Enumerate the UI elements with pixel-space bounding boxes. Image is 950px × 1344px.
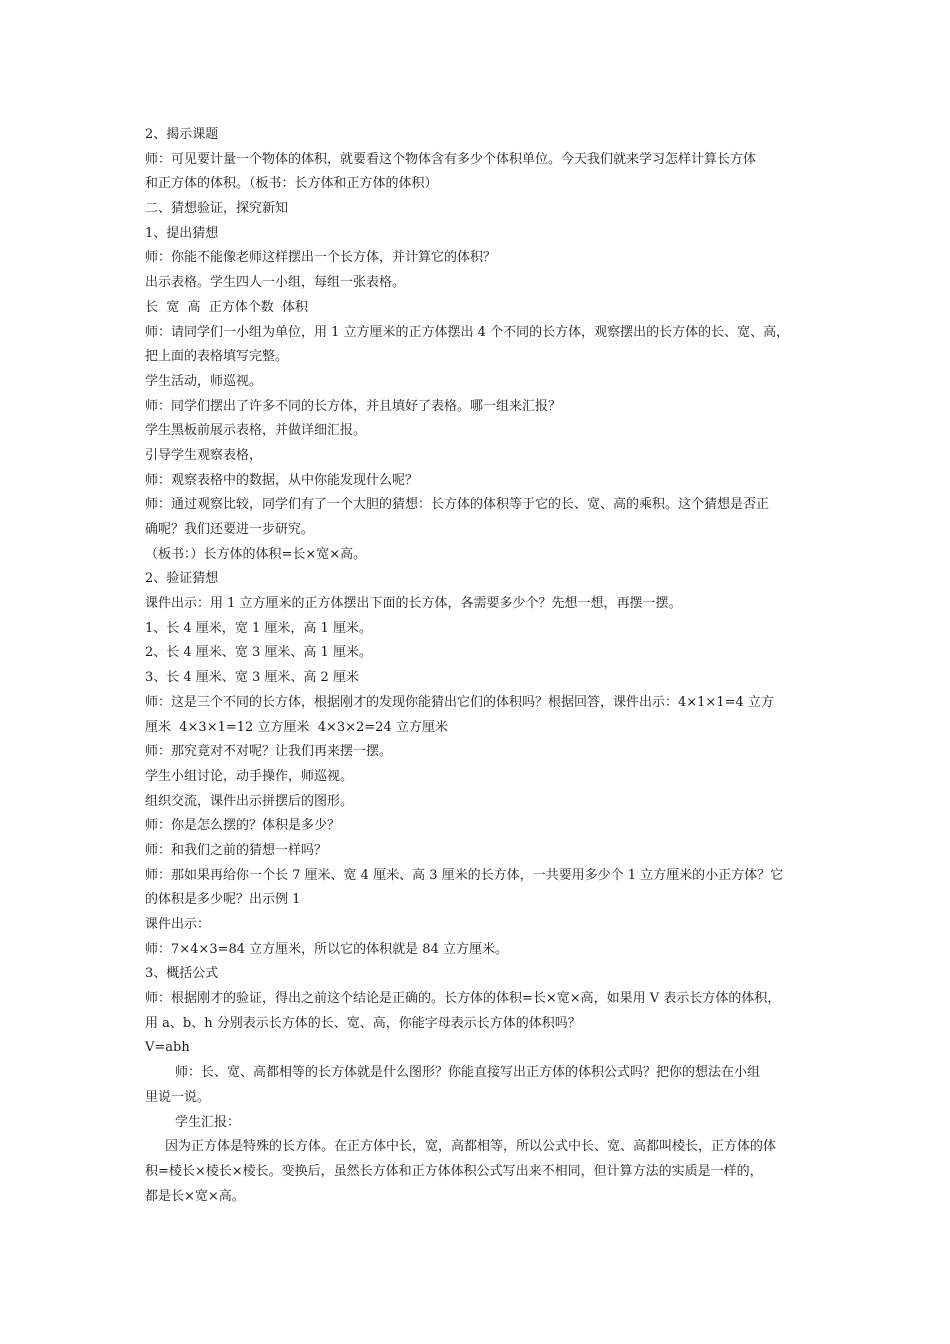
paragraph-line: 师：那究竟对不对呢？让我们再来摆一摆。: [145, 744, 393, 760]
paragraph-line: 确呢？我们还要进一步研究。: [145, 522, 315, 537]
paragraph-line: 师：你是怎么摆的？体积是多少？: [145, 818, 341, 834]
paragraph-line: 师：和我们之前的猜想一样吗？: [145, 842, 328, 858]
list-item: 3、长 4 厘米、宽 3 厘米、高 2 厘米: [145, 670, 359, 686]
paragraph-line: 课件出示：: [145, 917, 211, 932]
paragraph-line: 里说一说。: [145, 1089, 211, 1105]
paragraph-line: 积=棱长×棱长×棱长。变换后，虽然长方体和正方体体积公式写出来不相同，但计算方法的实质是一样的，: [145, 1163, 763, 1179]
paragraph-line: 师：同学们摆出了许多不同的长方体，并且填好了表格。哪一组来汇报？: [145, 398, 562, 414]
document-page: [145, 123, 813, 1209]
paragraph-line: 引导学生观察表格，: [145, 447, 263, 463]
paragraph-line: 师：通过观察比较，同学们有了一个大胆的猜想：长方体的体积等于它的长、宽、高的乘积。这个猜想是否正: [145, 497, 770, 513]
paragraph-line: 把上面的表格填写完整。: [145, 349, 289, 365]
paragraph-line: 学生汇报：: [175, 1114, 241, 1130]
paragraph-line: 师：7×4×3=84 立方厘米，所以它的体积就是 84 立方厘米。: [145, 941, 508, 957]
paragraph-line: 的体积是多少呢？出示例 1: [145, 892, 301, 908]
section-heading: 二、猜想验证，探究新知: [145, 201, 289, 217]
table-header-line: 长 宽 高 正方体个数 体积: [145, 299, 309, 315]
paragraph-line: 厘米 4×3×1=12 立方厘米 4×3×2=24 立方厘米: [145, 719, 448, 735]
paragraph-line: 都是长×宽×高。: [145, 1188, 245, 1204]
section-heading: 2、验证猜想: [145, 571, 219, 587]
paragraph-line: 因为正方体是特殊的长方体。在正方体中长，宽，高都相等，所以公式中长、宽、高都叫棱长，正方体的体: [165, 1139, 777, 1155]
paragraph-line: 师：请同学们一小组为单位，用 1 立方厘米的正方体摆出 4 个不同的长方体，观察摆出的长方体的长、宽、高，: [145, 324, 790, 340]
list-item: 1、长 4 厘米，宽 1 厘米，高 1 厘米。: [145, 620, 372, 636]
section-heading: 1、提出猜想: [145, 225, 219, 241]
paragraph-line: 学生黑板前展示表格，并做详细汇报。: [145, 423, 367, 439]
paragraph-line: 师：根据刚才的验证，得出之前这个结论是正确的。长方体的体积=长×宽×高，如果用 V 表示长方体的体积，: [145, 991, 781, 1007]
paragraph-line: 和正方体的体积。（板书：长方体和正方体的体积）: [145, 176, 438, 192]
paragraph-line: 学生活动，师巡视。: [145, 373, 263, 389]
section-heading: 2、揭示课题: [145, 127, 219, 142]
paragraph-line: （板书：）长方体的体积=长×宽×高。: [145, 546, 367, 562]
paragraph-line: 课件出示：用 1 立方厘米的正方体摆出下面的长方体，各需要多少个？先想一想，再摆一摆。: [145, 596, 682, 612]
paragraph-line: 学生小组讨论，动手操作，师巡视。: [145, 768, 354, 784]
formula-line: V=abh: [145, 1040, 190, 1056]
paragraph-line: 组织交流，课件出示拼摆后的图形。: [145, 793, 354, 809]
paragraph-line: 师：观察表格中的数据，从中你能发现什么呢？: [145, 472, 419, 488]
paragraph-line: 师：这是三个不同的长方体，根据刚才的发现你能猜出它们的体积吗？根据回答，课件出示：4×1×1=4 立方: [145, 694, 774, 710]
paragraph-line: 出示表格。学生四人一小组，每组一张表格。: [145, 275, 406, 291]
paragraph-line: 师：那如果再给你一个长 7 厘米、宽 4 厘米、高 3 厘米的长方体，一共要用多少个 1 立方厘米的小正方体？它: [145, 867, 784, 883]
section-heading: 3、概括公式: [145, 966, 219, 982]
paragraph-line: 师：长、宽、高都相等的长方体就是什么图形？你能直接写出正方体的体积公式吗？把你的想法在小组: [175, 1065, 761, 1081]
list-item: 2、长 4 厘米、宽 3 厘米、高 1 厘米。: [145, 645, 372, 661]
paragraph-line: 师：可见要计量一个物体的体积，就要看这个物体含有多少个体积单位。今天我们就来学习怎样计算长方体: [145, 151, 757, 167]
paragraph-line: 师：你能不能像老师这样摆出一个长方体，并计算它的体积？: [145, 250, 497, 266]
paragraph-line: 用 a、b、h 分别表示长方体的长、宽、高，你能字母表示长方体的体积吗？: [145, 1015, 581, 1031]
